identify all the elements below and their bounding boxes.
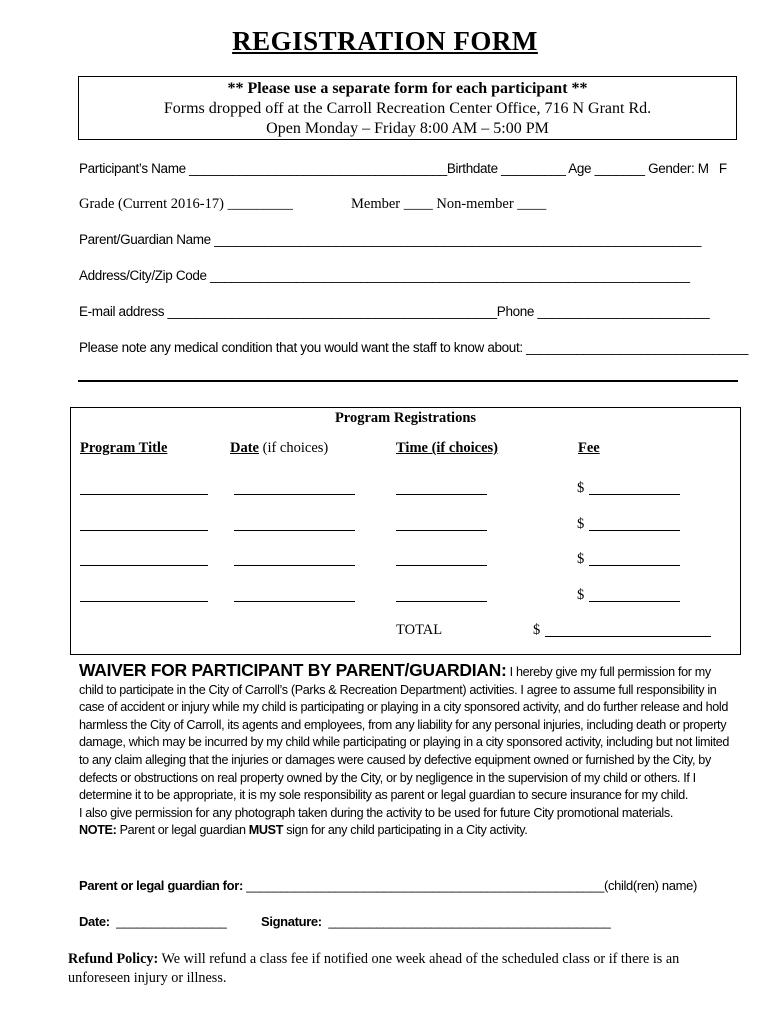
fee-dollar-3: $ <box>577 551 585 567</box>
col-date-note: (if choices) <box>259 440 329 456</box>
form-title: REGISTRATION FORM <box>232 26 538 56</box>
photo-permission: I also give permission for any photograph taken during the activity to be used for future City promotional materials. <box>79 805 673 820</box>
email-phone-field[interactable]: E-mail address ______________________________________________Phone ________________________ <box>79 304 710 319</box>
address-field[interactable]: Address/City/Zip Code ___________________________________________________________________ <box>79 268 690 283</box>
program-registrations-box <box>70 407 741 655</box>
guardian-for-field[interactable] <box>79 878 697 893</box>
note-label: NOTE: <box>79 823 117 838</box>
total-dollar: $ <box>533 622 541 638</box>
date-blank[interactable]: ________________ <box>109 914 227 929</box>
fee-input-4[interactable] <box>589 601 680 602</box>
guardian-for-suffix: (child(ren) name) <box>603 878 697 893</box>
col-program-title: Program Title <box>80 440 168 456</box>
fee-input-1[interactable] <box>589 494 680 495</box>
date-field[interactable] <box>79 914 226 929</box>
fee-input-2[interactable] <box>589 530 680 531</box>
program-title-input-2[interactable] <box>80 530 208 531</box>
refund-label: Refund Policy: <box>68 951 159 967</box>
date-input-3[interactable] <box>234 565 355 566</box>
grade-field[interactable]: Grade (Current 2016-17) _________ <box>79 196 293 212</box>
medical-condition-field[interactable]: Please note any medical condition that you would want the staff to know about: _______________________________ <box>79 340 749 355</box>
program-registrations-heading: Program Registrations <box>334 410 477 426</box>
time-input-2[interactable] <box>396 530 487 531</box>
waiver-heading: WAIVER FOR PARTICIPANT BY PARENT/GUARDIAN: <box>79 660 507 680</box>
col-date <box>230 440 328 457</box>
date-input-4[interactable] <box>234 601 355 602</box>
refund-policy <box>68 950 738 988</box>
total-input[interactable] <box>545 636 711 637</box>
guardian-note <box>79 822 734 840</box>
note-must: MUST <box>248 823 284 838</box>
notice-hours: Open Monday – Friday 8:00 AM – 5:00 PM <box>266 120 549 137</box>
waiver-section <box>79 662 734 840</box>
guardian-for-label: Parent or legal guardian for: <box>79 878 243 893</box>
parent-guardian-field[interactable]: Parent/Guardian Name ____________________________________________________________________ <box>79 232 701 247</box>
date-input-2[interactable] <box>234 530 355 531</box>
fee-input-3[interactable] <box>589 565 680 566</box>
note-body-2: sign for any child participating in a City activity. <box>283 823 528 838</box>
total-label: TOTAL <box>396 622 443 638</box>
waiver-body: I hereby give my full permission for my child to participate in the City of Carroll’s (Parks & Recreation Department) activities. I agree to assume full responsibility in case of accident or injury while my child is participating or playing in a city sponsored activity, and do further release and hold harmless the City of Carroll, its agents and employees, from any liability for any personal injuries, including death or property damage, which may be incurred by my child while participating or playing in a city sponsored activity, including but not limited to any claim alleging that the injuries or damages were caused by defective equipment owned or furnished by the City, by defects or obstructions on real property owned by the City, or by negligence in the supervision of my child or others. If I determine it to be appropriate, it is my sole responsibility as parent or legal guardian to secure insurance for my child. <box>79 665 730 803</box>
refund-body: We will refund a class fee if notified one week ahead of the scheduled class or if there is an unforeseen injury or illness. <box>68 951 680 986</box>
col-time: Time (if choices) <box>396 440 499 456</box>
notice-drop-off: Forms dropped off at the Carroll Recreation Center Office, 716 N Grant Rd. <box>163 100 652 117</box>
col-date-label: Date <box>230 440 259 456</box>
time-input-1[interactable] <box>396 494 487 495</box>
program-title-input-4[interactable] <box>80 601 208 602</box>
fee-dollar-2: $ <box>577 516 585 532</box>
program-title-input-3[interactable] <box>80 565 208 566</box>
fee-dollar-4: $ <box>577 587 585 603</box>
time-input-3[interactable] <box>396 565 487 566</box>
notice-box <box>78 76 737 140</box>
guardian-for-blank[interactable]: ____________________________________________________ <box>242 878 604 893</box>
section-divider <box>78 380 738 382</box>
fee-dollar-1: $ <box>577 480 585 496</box>
note-body-1: Parent or legal guardian <box>116 823 249 838</box>
time-input-4[interactable] <box>396 601 487 602</box>
waiver-paragraph <box>79 662 734 805</box>
signature-field[interactable] <box>261 914 610 929</box>
notice-separate-form: ** Please use a separate form for each participant ** <box>227 80 588 97</box>
participant-name-field[interactable]: Participant’s Name ____________________________________Birthdate _________ Age _______ Gender: M F <box>79 161 727 176</box>
date-input-1[interactable] <box>234 494 355 495</box>
date-label: Date: <box>79 914 110 929</box>
membership-field[interactable]: Member ____ Non-member ____ <box>351 196 547 212</box>
program-title-input-1[interactable] <box>80 494 208 495</box>
col-fee: Fee <box>578 440 600 456</box>
signature-blank[interactable]: _________________________________________ <box>321 914 611 929</box>
signature-label: Signature: <box>261 914 322 929</box>
